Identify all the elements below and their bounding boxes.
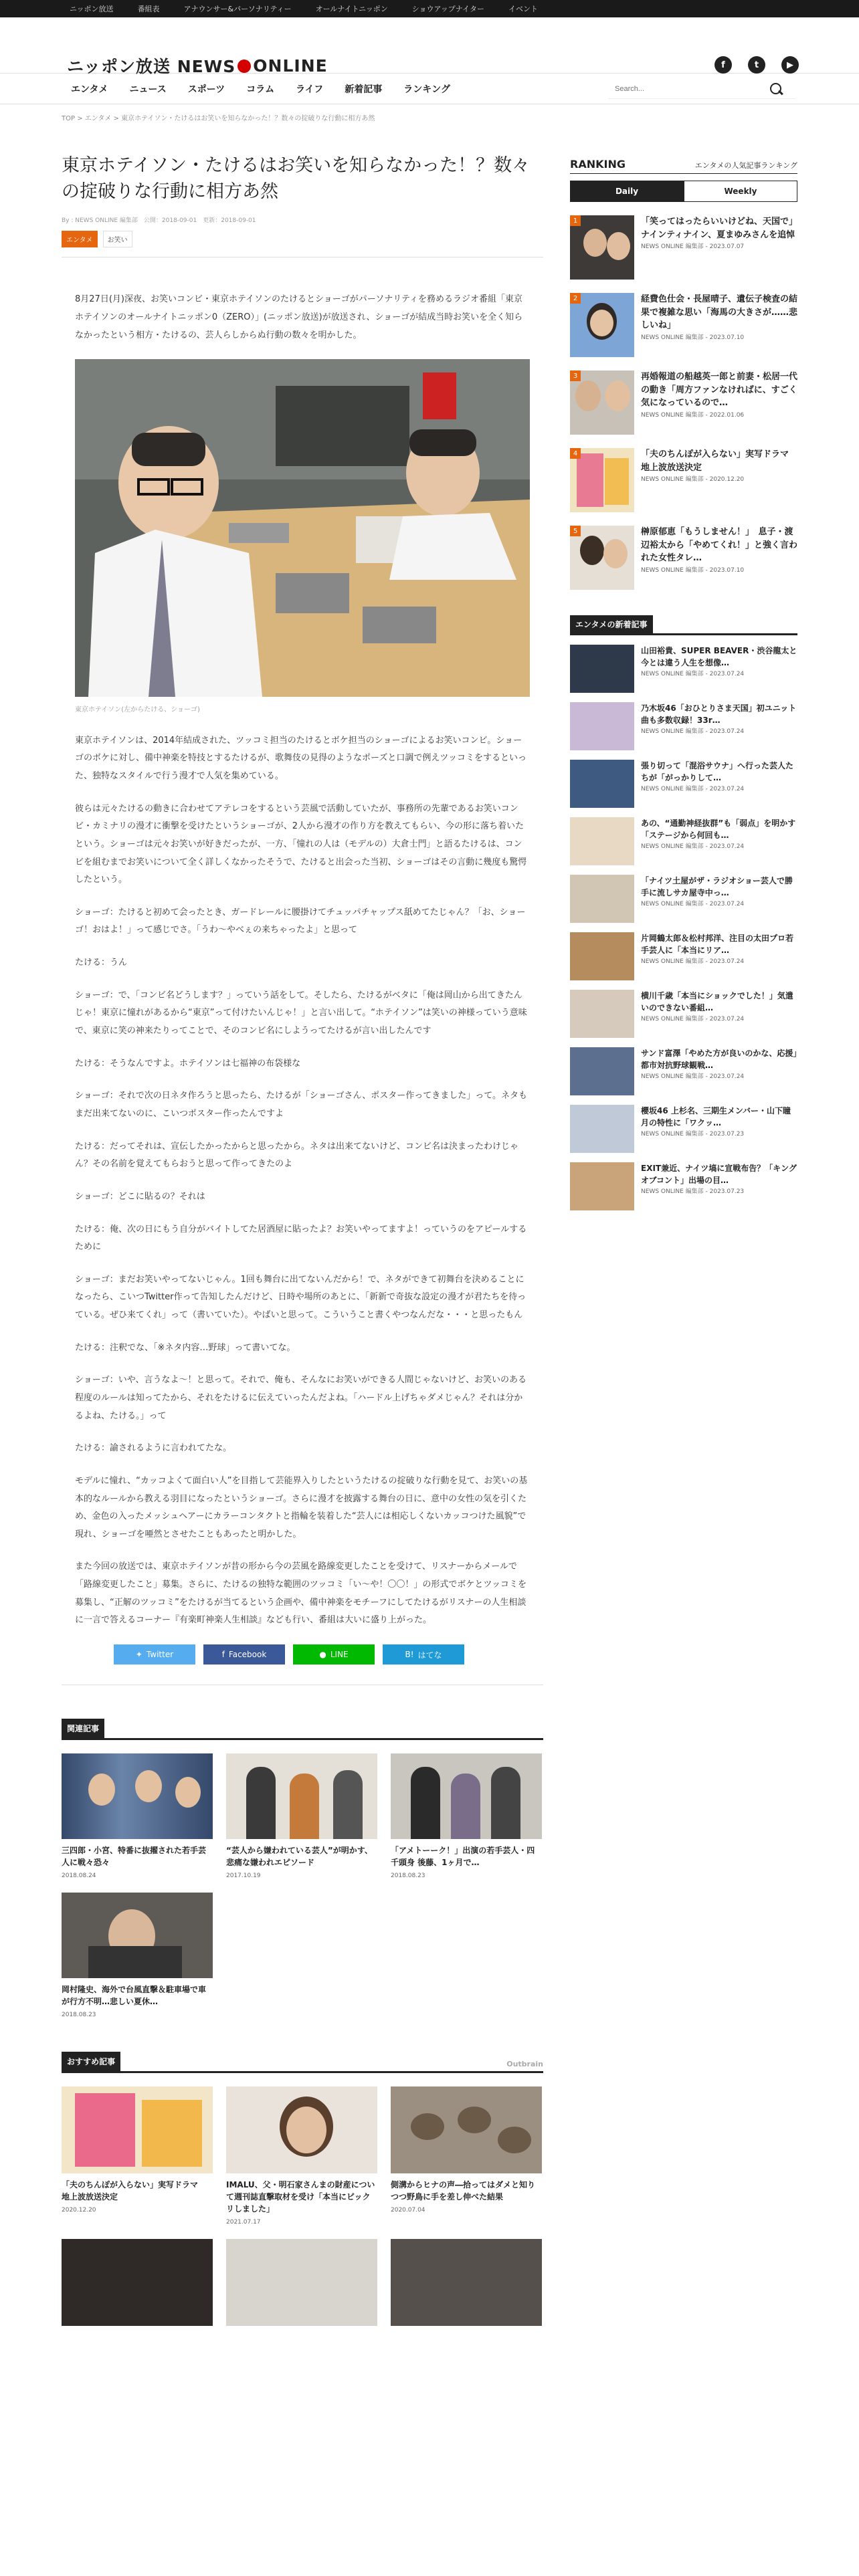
new-article-thumb	[570, 932, 634, 980]
recommend-thumb	[226, 2086, 377, 2173]
ranking-header	[570, 158, 797, 174]
line-icon: ●	[319, 1650, 326, 1660]
new-article-thumb	[570, 760, 634, 808]
rank-number: 5	[570, 526, 581, 536]
hatena-icon: B!	[405, 1650, 414, 1660]
related-heading	[62, 1719, 543, 1740]
new-article-item[interactable]	[570, 875, 797, 923]
twitter-icon: ✦	[135, 1650, 142, 1660]
related-thumb	[391, 1753, 542, 1839]
ranking-subtitle: エンタメの人気記事ランキング	[694, 161, 797, 170]
rank-number: 3	[570, 370, 581, 381]
ranking-byline: NEWS ONLINE 編集部 - 2020.12.20	[641, 476, 745, 483]
ranking-byline: NEWS ONLINE 編集部 - 2023.07.10	[641, 334, 745, 341]
youtube-icon[interactable]: ▶	[781, 56, 799, 74]
recommend-date: 2020.12.20	[62, 2207, 96, 2214]
new-article-byline: NEWS ONLINE 編集部 - 2023.07.24	[641, 901, 745, 907]
search-box	[608, 79, 795, 99]
article-paragraph: たける：だってそれは、宣伝したかったからと思ったから。ネタは出来てないけど、コンビ名は決まったわけじゃん？その名前を覚えてもらおうと思って作ってきたのよ	[75, 1141, 519, 1170]
new-article-title: 「ナイツ土屋がザ・ラジオショー芸人で勝手に流しサカ屋寺中っ…	[641, 876, 793, 897]
recommend-title: 「夫のちんぽが入らない」実写ドラマ 地上波放送決定	[62, 2180, 207, 2202]
article-tags	[62, 231, 543, 247]
recommend-card[interactable]	[62, 2239, 213, 2326]
ranking-title-text: 再婚報道の船越英一郎と前妻・松居一代の動き「周方ファンなければに、すごく気になっているので…	[641, 372, 798, 408]
new-article-thumb	[570, 990, 634, 1038]
new-article-thumb	[570, 1162, 634, 1210]
new-article-item[interactable]	[570, 1047, 797, 1095]
nav-item-ranking[interactable]: ランキング	[403, 84, 450, 95]
sidebar	[570, 158, 797, 1210]
recommend-card[interactable]	[62, 2086, 213, 2226]
logo-text: ニッポン放送 NEWS	[67, 57, 236, 76]
tab-daily[interactable]: Daily	[570, 181, 684, 202]
related-card[interactable]	[62, 1893, 213, 2018]
recommend-thumb	[391, 2086, 542, 2173]
share-label: Facebook	[228, 1650, 267, 1660]
ranking-thumb	[570, 215, 634, 280]
logo-online: ONLINE	[253, 56, 328, 76]
article-paragraph: また今回の放送では、東京ホテイソンが昔の形から今の芸風を路線変更したことを受けて、リスナーからメールで「路線変更したこと」募集。さらに、たけるの独特な範囲のツッコミ「い〜や！〇〇！」の形式でボケとツッコミを募集し、“正解のツッコミ”をたけるが当てるという企画や、備中神楽をモチーフにしてたけるがリスナーの人生相談に一言で答えるコーナー『有楽町神楽人生相談』なども行い、番組は大いに盛り上がった。	[75, 1562, 527, 1626]
ranking-byline: NEWS ONLINE 編集部 - 2022.01.06	[641, 411, 745, 419]
recommend-card[interactable]	[226, 2239, 377, 2326]
ranking-item[interactable]	[570, 526, 797, 590]
related-thumb	[226, 1753, 377, 1839]
article-paragraph: 東京ホテイソンは、2014年結成された、ツッコミ担当のたけるとボケ担当のショーゴによるお笑いコンビ。ショーゴのボケに対し、備中神楽を特技とするたけるが、歌舞伎の見得のようなポーズと口調で例えツッコミをするといった、独特なスタイルで行う漫才で人気を集めている。	[75, 735, 527, 781]
related-card[interactable]	[226, 1753, 377, 1879]
article-paragraph: ショーゴ：それで次の日ネタ作ろうと思ったら、たけるが「ショーゴさん、ポスター作ってきました」って。ネタもまだ出来てないのに、こいつポスター作ったんですよ	[75, 1091, 528, 1119]
recommend-date: 2021.07.17	[226, 2219, 261, 2226]
new-article-title: 張り切って「混浴サウナ」へ行った芸人たちが「がっかりして…	[641, 761, 794, 782]
ranking-title-text: 経費色仕会・長屋晴子、遺伝子検査の結果で複雑な思い「海馬の大きさが……悲しいね」	[641, 294, 798, 330]
new-article-byline: NEWS ONLINE 編集部 - 2023.07.24	[641, 671, 745, 677]
share-facebook-button[interactable]	[203, 1644, 285, 1665]
ranking-byline: NEWS ONLINE 編集部 - 2023.07.10	[641, 566, 745, 574]
article-paragraph: モデルに憧れ、“カッコよくて面白い人”を目指して芸能界入りしたというたけるの掟破りな行動を見て、お笑いの基本的なルールから教える羽目になったというショーゴ。さらに漫才を披露する舞台の日に、意中の女性の気を引くため、金色の入ったメッシュヘアーにカラーコンタクトと指輪を装着した“芸人には相応しくないカッコつけた風貌”で現れ、ショーゴを唖然とさせたこともあったと明かした。	[75, 1475, 528, 1539]
recommend-thumb	[226, 2239, 377, 2326]
related-title: 三四郎・小宮、特番に抜擢された若手芸人に戦々恐々	[62, 1846, 207, 1868]
ranking-item[interactable]	[570, 370, 797, 435]
recommend-heading-label: おすすめ記事	[62, 2052, 120, 2071]
topbar-link[interactable]: 番組表	[137, 5, 160, 13]
ranking-title-text: 「夫のちんぽが入らない」実写ドラマ 地上波放送決定	[641, 449, 798, 473]
ranking-thumb	[570, 526, 634, 590]
new-article-title: 乃木坂46「おひとりさま天国」初ユニット曲も多数収録！33r…	[641, 704, 797, 725]
new-article-item[interactable]	[570, 1105, 797, 1153]
article-main	[62, 147, 543, 2326]
nav-item-entame[interactable]: エンタメ	[71, 84, 108, 95]
topbar-link[interactable]: オールナイトニッポン	[315, 5, 388, 13]
new-article-thumb	[570, 875, 634, 923]
new-article-item[interactable]	[570, 760, 797, 808]
nav-item-news[interactable]: ニュース	[129, 84, 167, 95]
new-article-byline: NEWS ONLINE 編集部 - 2023.07.24	[641, 843, 745, 850]
new-article-thumb	[570, 645, 634, 693]
recommend-card[interactable]	[391, 2086, 542, 2226]
share-hatena-button[interactable]	[383, 1644, 464, 1665]
article-title: 東京ホテイソン・たけるはお笑いを知らなかった！？数々の掟破りな行動に相方あ然	[62, 155, 531, 203]
new-article-byline: NEWS ONLINE 編集部 - 2023.07.23	[641, 1131, 745, 1138]
article-paragraph: ショーゴ：たけると初めて会ったとき、ガードレールに腰掛けてチュッパチャップス舐めてたじゃん？「お、ショーゴ！おはよ！」って感じでさ。「うわ〜やべぇの来ちゃったよ」と思って	[75, 907, 526, 936]
article-paragraph: ショーゴ：で、「コンビ名どうします？」っていう話をして。そしたら、たけるがベタに「俺は岡山から出てきたんじゃ！東京に憧れがあるから“東京”って付けたいんじゃ！」と言い出して。“ホテイソン”は笑いの神様っていう意味で、東京に笑の神来たりってことで、そのコンビ名にしようってたけるが言い出したんです	[75, 990, 527, 1037]
related-date: 2018.08.24	[62, 1872, 96, 1880]
new-article-title: 櫻坂46 上杉名、三期生メンバー・山下瞳月の特性に「ワクッ…	[641, 1106, 791, 1128]
new-article-byline: NEWS ONLINE 編集部 - 2023.07.24	[641, 1073, 745, 1080]
related-thumb	[62, 1753, 213, 1839]
recommend-thumb	[62, 2086, 213, 2173]
new-article-title: EXIT兼近、ナイツ塙に宣戦布告？「キングオブコント」出場の目…	[641, 1164, 797, 1185]
new-article-byline: NEWS ONLINE 編集部 - 2023.07.24	[641, 728, 745, 735]
tag-owarai[interactable]: お笑い	[103, 231, 132, 247]
recommend-thumb	[391, 2239, 542, 2326]
new-article-thumb	[570, 817, 634, 865]
rank-number: 4	[570, 448, 581, 459]
facebook-icon[interactable]: f	[714, 56, 732, 74]
rank-number: 1	[570, 215, 581, 226]
article-paragraph: たける：うん	[75, 958, 128, 968]
photo-caption: 東京ホテイソン(左からたける、ショーゴ)	[75, 706, 200, 714]
share-label: LINE	[330, 1650, 349, 1660]
related-card[interactable]	[391, 1753, 542, 1879]
related-date: 2017.10.19	[226, 1872, 261, 1880]
ranking-thumb	[570, 448, 634, 512]
article-paragraph: たける：俺、次の日にもう自分がバイトしてた居酒屋に貼ったよ？お笑いやってますよ！っていうのをアピールするために	[75, 1224, 527, 1253]
topbar-link[interactable]: イベント	[508, 5, 538, 13]
topbar-link[interactable]: ショウアップナイター	[411, 5, 484, 13]
ranking-item[interactable]	[570, 293, 797, 357]
article-body	[62, 291, 543, 1630]
topbar-link[interactable]: アナウンサー&パーソナリティー	[183, 5, 292, 13]
related-heading-label: 関連記事	[62, 1719, 104, 1738]
article-paragraph: ショーゴ：いや、言うなよ〜！と思って。それで、俺も、そんなにお笑いができる人間じゃないけど、お笑いのある程度のルールは知ってたから、それをたけるに伝えていったんだよね。「ハードル上げちゃダメじゃん？それは分かるよね、たける。」って	[75, 1375, 527, 1421]
new-article-item[interactable]	[570, 990, 797, 1038]
ranking-tabs	[570, 181, 797, 202]
new-article-title: あの、“通勤神経抜群”も「弱点」を明かす「ステージから何回も…	[641, 819, 796, 840]
nav-item-sports[interactable]: スポーツ	[187, 84, 225, 95]
recommend-title: 側溝からヒナの声―拾ってはダメと知りつつ野鳥に手を差し伸べた結果	[391, 2180, 536, 2202]
recommend-card[interactable]	[226, 2086, 377, 2226]
share-twitter-button[interactable]	[114, 1644, 195, 1665]
share-label: はてな	[417, 1650, 442, 1660]
ranking-title-text: 「笑ってはったらいいけどね、天国で」ナインティナイン、夏まゆみさんを追悼	[641, 217, 798, 240]
ranking-thumb	[570, 370, 634, 435]
article-meta: By : NEWS ONLINE 編集部 公開：2018-09-01 更新：2018-09-01	[62, 217, 256, 225]
facebook-icon: f	[221, 1650, 225, 1660]
related-grid	[62, 1753, 543, 2018]
ranking-thumb	[570, 293, 634, 357]
new-article-thumb	[570, 702, 634, 750]
new-article-title: 山田裕貴、SUPER BEAVER・渋谷龍太と今とは違う人生を想像…	[641, 646, 797, 667]
main-nav	[0, 74, 859, 104]
new-article-item[interactable]	[570, 817, 797, 865]
article-paragraph: 彼らは元々たけるの動きに合わせてアテレコをするという芸風で活動していたが、事務所の先輩であるお笑いコンビ・カミナリの漫才に衝撃を受けたというショーゴが、2人から漫才の作り方を教えてもらい、今の形に落ち着いたという。ショーゴは元々お笑いが好きだったが、一方、「憧れの人は（モデルの）大倉士門」と語るたけるは、コンビを組むまでお笑いについて全く詳しくなかったそうで、たけると出会った当初、ショーゴはその言動に幾度も驚愕したという。	[75, 803, 527, 885]
topbar-link[interactable]: ニッポン放送	[70, 5, 114, 13]
new-article-byline: NEWS ONLINE 編集部 - 2023.07.24	[641, 1016, 745, 1023]
new-article-thumb	[570, 1047, 634, 1095]
related-date: 2018.08.23	[391, 1872, 425, 1880]
article-photo	[75, 359, 530, 697]
new-article-title: サンド富澤「やめた方が良いのかな、応援」都市対抗野球観戦…	[641, 1049, 797, 1070]
outbrain-logo[interactable]: Outbrain	[506, 2060, 543, 2069]
breadcrumb[interactable]: TOP > エンタメ > 東京ホテイソン・たけるはお笑いを知らなかった！？数々の掟破りな行動に相方あ然	[62, 115, 375, 122]
new-article-byline: NEWS ONLINE 編集部 - 2023.07.24	[641, 958, 745, 965]
share-line-button[interactable]	[293, 1644, 375, 1665]
new-article-item[interactable]	[570, 645, 797, 693]
new-article-thumb	[570, 1105, 634, 1153]
related-card[interactable]	[62, 1753, 213, 1879]
related-date: 2018.08.23	[62, 2012, 96, 2019]
ranking-byline: NEWS ONLINE 編集部 - 2023.07.07	[641, 243, 745, 250]
search-icon[interactable]	[769, 82, 783, 96]
new-article-byline: NEWS ONLINE 編集部 - 2023.07.24	[641, 786, 745, 792]
ranking-item[interactable]	[570, 448, 797, 512]
top-nav-bar	[0, 0, 859, 17]
share-label: Twitter	[146, 1650, 174, 1660]
recommend-date: 2020.07.04	[391, 2207, 425, 2214]
related-thumb	[62, 1893, 213, 1978]
recommend-title: IMALU、父・明石家さんまの財産について週刊誌直撃取材を受け「本当にビックリしました」	[226, 2180, 375, 2214]
social-links	[714, 56, 799, 74]
search-input[interactable]	[608, 85, 769, 93]
nav-item-column[interactable]: コラム	[246, 84, 275, 95]
recommend-card[interactable]	[391, 2239, 542, 2326]
new-article-item[interactable]	[570, 932, 797, 980]
new-article-title: 横川千歳「本当にショックでした！」気遣いのできない番組…	[641, 991, 793, 1012]
article-paragraph: 8月27日(月)深夜、お笑いコンビ・東京ホテイソンのたけるとショーゴがパーソナリティを務めるラジオ番組「東京ホテイソンのオールナイトニッポン0（ZERO）」(ニッポン放送)が放送され、ショーゴが結成当時お笑いを全く知らなかったという相方・たけるの、芸人らしからぬ行動の数々を明かした。	[75, 294, 523, 340]
ranking-title: RANKING	[570, 158, 626, 171]
twitter-icon[interactable]: t	[748, 56, 765, 74]
related-title: 岡村隆史、海外で台風直撃＆駐車場で車が行方不明…悲しい夏休…	[62, 1985, 207, 2007]
article-paragraph: たける：諭されるように言われてたな。	[75, 1443, 232, 1454]
ranking-item[interactable]	[570, 215, 797, 280]
share-buttons	[114, 1644, 543, 1665]
tab-weekly[interactable]: Weekly	[684, 181, 797, 202]
rank-number: 2	[570, 293, 581, 304]
nav-item-life[interactable]: ライフ	[296, 84, 324, 95]
related-title: “芸人から嫌われている芸人”が明かす、悲痛な嫌われエピソード	[226, 1846, 373, 1868]
recommend-heading	[62, 2052, 543, 2073]
logo-red-dot	[237, 60, 251, 73]
article-paragraph: たける：そうなんですよ。ホテイソンは七福神の布袋様な	[75, 1058, 301, 1069]
tag-entame[interactable]: エンタメ	[62, 231, 98, 247]
article-paragraph: ショーゴ：まだお笑いやってないじゃん。1回も舞台に出てないんだから！で、ネタができて初舞台を決めることになったら、こいつTwitter作って告知したんだけど、日時や場所のあとに、「新新で奇抜な設定の漫才が君たちを待っている。ぜひ来てくれ」って（書いていた）。やばいと思って。こういうこと書くやつなんだな・・・と思ったもん	[75, 1274, 527, 1321]
new-articles-label: エンタメの新着記事	[570, 615, 653, 633]
ranking-title-text: 榊原郁恵「もうしません！」 息子・渡辺裕太から「やめてくれ！」と強く言われた女性タレ…	[641, 527, 798, 563]
new-articles-heading	[570, 618, 797, 635]
recommend-thumb	[62, 2239, 213, 2326]
article-paragraph: たける：注釈でな、「※ネタ内容…野球」って書いてな。	[75, 1342, 296, 1353]
article-paragraph: ショーゴ：どこに貼るの？それは	[75, 1191, 205, 1202]
nav-item-new[interactable]: 新着記事	[345, 84, 383, 95]
new-article-item[interactable]	[570, 702, 797, 750]
new-article-byline: NEWS ONLINE 編集部 - 2023.07.23	[641, 1188, 745, 1195]
new-article-title: 片岡鶴太郎＆松村邦洋、注目の太田プロ若手芸人に「本当にリア…	[641, 934, 794, 955]
recommend-grid	[62, 2086, 543, 2326]
new-article-item[interactable]	[570, 1162, 797, 1210]
related-title: 「アメトーーク！」出演の若手芸人・四千頭身 後藤、1ヶ月で…	[391, 1846, 535, 1868]
site-header	[0, 17, 859, 74]
